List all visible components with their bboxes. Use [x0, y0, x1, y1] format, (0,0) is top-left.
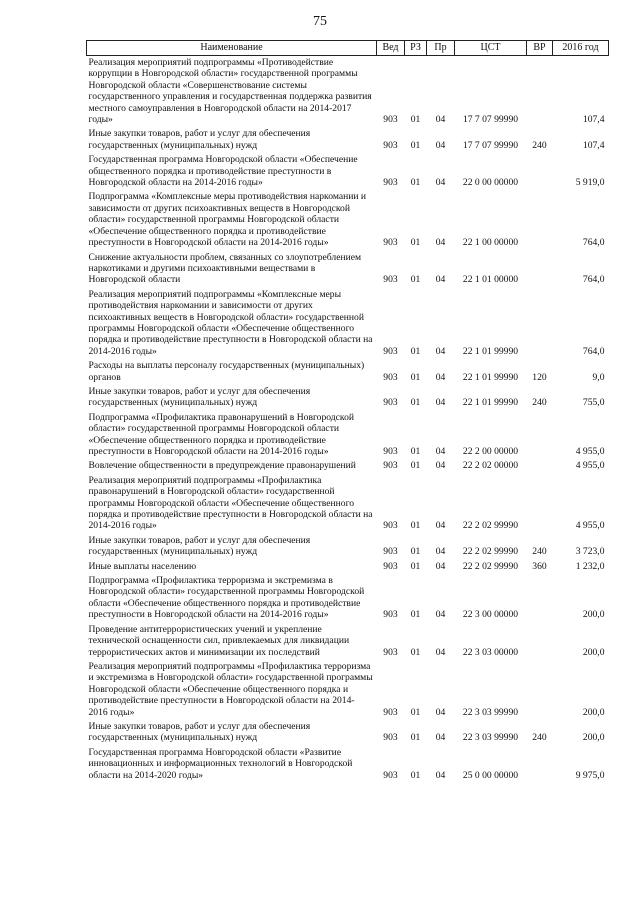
cell-vr: 120	[532, 371, 547, 383]
cell-ved: 903	[383, 274, 398, 286]
cell-ved: 903	[383, 520, 398, 532]
cell-vr	[527, 474, 553, 534]
cell-pr: 04	[435, 114, 446, 126]
cell-vr	[527, 574, 553, 623]
cell-amount: 200,0	[582, 706, 605, 718]
cell-vr	[527, 153, 553, 190]
cell-cst: 22 1 01 00000	[462, 274, 519, 286]
cell-ved: 903	[383, 371, 398, 383]
cell-vr: 240	[532, 732, 547, 744]
cell-pr: 04	[435, 732, 446, 744]
cell-amount: 4 955,0	[575, 520, 605, 532]
cell-pr: 04	[435, 560, 446, 572]
table-row	[87, 660, 609, 720]
table-header	[87, 41, 609, 56]
cell-cst: 22 3 03 00000	[462, 646, 519, 658]
table-row	[87, 459, 609, 473]
cell-vr	[527, 660, 553, 720]
header-rz: РЗ	[405, 41, 427, 56]
cell-ved: 903	[383, 237, 398, 249]
cell-vr	[527, 411, 553, 460]
table-row	[87, 474, 609, 534]
cell-vr	[527, 56, 553, 128]
table-body	[87, 56, 609, 783]
cell-rz: 01	[410, 706, 421, 718]
header-name: Наименование	[87, 41, 377, 56]
cell-cst: 22 3 03 99990	[462, 732, 519, 744]
cell-ved: 903	[383, 769, 398, 781]
cell-name: Вовлечение общественности в предупреждение правонарушений	[88, 460, 356, 472]
cell-rz: 01	[410, 769, 421, 781]
cell-ved: 903	[383, 177, 398, 189]
cell-ved: 903	[383, 345, 398, 357]
cell-ved: 903	[383, 446, 398, 457]
cell-ved: 903	[383, 114, 398, 126]
cell-pr: 04	[435, 345, 446, 357]
cell-vr: 360	[532, 560, 547, 572]
cell-name: Иные выплаты населению	[88, 560, 197, 572]
cell-pr: 04	[435, 646, 446, 658]
table-row	[87, 574, 609, 623]
cell-name: Реализация мероприятий подпрограммы «Профилактика терроризма и экстремизма в Новгородской области» государственной программы Новгородской области «Обеспечение общественного порядка и противодействие преступности в Новгородской области на 2014-2016 годы»	[88, 660, 373, 718]
cell-rz: 01	[410, 114, 421, 126]
cell-rz: 01	[410, 446, 421, 457]
budget-table	[86, 40, 609, 783]
cell-vr	[527, 746, 553, 783]
cell-rz: 01	[410, 646, 421, 658]
header-row	[87, 41, 609, 56]
cell-cst: 22 2 02 99990	[462, 546, 519, 558]
cell-pr: 04	[435, 274, 446, 286]
table-row	[87, 127, 609, 153]
table-row	[87, 623, 609, 660]
cell-amount: 5 919,0	[575, 177, 605, 189]
cell-amount: 3 723,0	[575, 546, 605, 558]
table-row	[87, 720, 609, 746]
cell-cst: 17 7 07 99990	[462, 139, 519, 151]
cell-rz: 01	[410, 460, 421, 472]
cell-cst: 22 0 00 00000	[462, 177, 519, 189]
cell-name: Расходы на выплаты персоналу государственных (муниципальных) органов	[88, 360, 365, 383]
cell-rz: 01	[410, 345, 421, 357]
cell-pr: 04	[435, 520, 446, 532]
table-row	[87, 411, 609, 460]
cell-ved: 903	[383, 609, 398, 621]
cell-name: Государственная программа Новгородской области «Обеспечение общественного порядка и противодействие преступности в Новгородской области на 2014-2016 годы»	[88, 154, 358, 189]
cell-ved: 903	[383, 706, 398, 718]
cell-cst: 22 1 01 99990	[462, 345, 519, 357]
cell-amount: 200,0	[582, 609, 605, 621]
cell-name: Подпрограмма «Профилактика правонарушений в Новгородской области» государственной программы Новгородской области «Обеспечение общественного порядка и противодействие преступности в Новгородской области на 2014-2016 годы»	[88, 411, 355, 457]
cell-cst: 22 3 03 99990	[462, 706, 519, 718]
header-ved: Вед	[377, 41, 405, 56]
table-row	[87, 359, 609, 385]
cell-rz: 01	[410, 732, 421, 744]
table-row	[87, 56, 609, 128]
cell-amount: 764,0	[582, 274, 605, 286]
cell-amount: 9,0	[592, 371, 605, 383]
cell-vr: 240	[532, 397, 547, 409]
cell-vr: 240	[532, 546, 547, 558]
cell-cst: 22 2 00 00000	[462, 446, 519, 457]
cell-ved: 903	[383, 732, 398, 744]
cell-vr	[527, 459, 553, 473]
cell-amount: 107,4	[582, 139, 605, 151]
table-row	[87, 251, 609, 288]
cell-cst: 22 1 01 99990	[462, 371, 519, 383]
cell-pr: 04	[435, 446, 446, 457]
cell-vr	[527, 190, 553, 250]
cell-rz: 01	[410, 177, 421, 189]
cell-pr: 04	[435, 769, 446, 781]
cell-pr: 04	[435, 139, 446, 151]
header-pr: Пр	[427, 41, 455, 56]
table-row	[87, 153, 609, 190]
cell-ved: 903	[383, 546, 398, 558]
header-vr: ВР	[527, 41, 553, 56]
cell-amount: 200,0	[582, 732, 605, 744]
cell-amount: 200,0	[582, 646, 605, 658]
cell-name: Реализация мероприятий подпрограммы «Комплексные меры противодействия наркомании и зависимости от других психоактивных веществ в Новгородской области» государственной программы Новгородской области «Обеспечение общественного порядка и противодействие преступности в Новгородской области на 2014-2016 годы»	[88, 288, 373, 357]
cell-cst: 22 3 00 00000	[462, 609, 519, 621]
cell-name: Иные закупки товаров, работ и услуг для обеспечения государственных (муниципальных) нужд	[88, 720, 311, 744]
cell-cst: 22 1 00 00000	[462, 237, 519, 249]
cell-name: Реализация мероприятий подпрограммы «Противодействие коррупции в Новгородской области» государственной программы Новгородской области «Совершенствование системы государственного управления и государственная поддержка развития местного самоуправления в Новгородской области на 2014-2017 годы»	[88, 57, 372, 126]
cell-amount: 1 232,0	[575, 560, 605, 572]
cell-ved: 903	[383, 560, 398, 572]
cell-rz: 01	[410, 371, 421, 383]
cell-amount: 764,0	[582, 345, 605, 357]
header-cst: ЦСТ	[455, 41, 527, 56]
table-row	[87, 560, 609, 574]
cell-rz: 01	[410, 397, 421, 409]
cell-vr	[527, 251, 553, 288]
cell-name: Реализация мероприятий подпрограммы «Профилактика правонарушений в Новгородской области» государственной программы Новгородской области «Обеспечение общественного порядка и противодействие преступности в Новгородской области на 2014-2016 годы»	[88, 474, 373, 532]
cell-cst: 17 7 07 99990	[462, 114, 519, 126]
cell-rz: 01	[410, 237, 421, 249]
cell-name: Государственная программа Новгородской области «Развитие инновационных и информационных технологий в Новгородской области на 2014-2020 годы»	[88, 746, 353, 781]
cell-pr: 04	[435, 706, 446, 718]
cell-name: Иные закупки товаров, работ и услуг для обеспечения государственных (муниципальных) нужд	[88, 128, 311, 151]
cell-amount: 4 955,0	[575, 446, 605, 457]
cell-cst: 22 1 01 99990	[462, 397, 519, 409]
cell-pr: 04	[435, 177, 446, 189]
cell-name: Иные закупки товаров, работ и услуг для обеспечения государственных (муниципальных) нужд	[88, 534, 311, 558]
page-number: 75	[313, 14, 327, 29]
table-row	[87, 534, 609, 560]
cell-vr	[527, 288, 553, 359]
cell-name: Снижение актуальности проблем, связанных со злоупотреблением наркотиками и другими психоактивными веществами в Новгородской области	[88, 251, 362, 286]
cell-rz: 01	[410, 274, 421, 286]
cell-rz: 01	[410, 520, 421, 532]
cell-cst: 22 2 02 99990	[462, 560, 519, 572]
cell-ved: 903	[383, 460, 398, 472]
header-year: 2016 год	[553, 41, 609, 56]
cell-cst: 22 2 02 99990	[462, 520, 519, 532]
cell-amount: 764,0	[582, 237, 605, 249]
cell-pr: 04	[435, 546, 446, 558]
cell-vr	[527, 623, 553, 660]
cell-name: Подпрограмма «Комплексные меры противодействия наркомании и зависимости от других психоактивных веществ в Новгородской области» государственной программы Новгородской области «Обеспечение общественного порядка и противодействие преступности в Новгородской области на 2014-2016 годы»	[88, 191, 367, 249]
cell-pr: 04	[435, 609, 446, 621]
table-row	[87, 288, 609, 359]
table-row	[87, 385, 609, 411]
table-row	[87, 746, 609, 783]
cell-amount: 107,4	[582, 114, 605, 126]
cell-ved: 903	[383, 646, 398, 658]
table-row	[87, 190, 609, 250]
cell-rz: 01	[410, 546, 421, 558]
cell-ved: 903	[383, 139, 398, 151]
cell-name: Иные закупки товаров, работ и услуг для обеспечения государственных (муниципальных) нужд	[88, 385, 311, 409]
cell-rz: 01	[410, 139, 421, 151]
cell-cst: 22 2 02 00000	[462, 460, 519, 472]
cell-pr: 04	[435, 397, 446, 409]
cell-name: Проведение антитеррористических учений и укрепление технической оснащенности сил, привлекаемых для ликвидации террористических актов и минимизации их последствий	[88, 623, 350, 658]
cell-pr: 04	[435, 371, 446, 383]
cell-rz: 01	[410, 609, 421, 621]
cell-vr: 240	[532, 139, 547, 151]
cell-name: Подпрограмма «Профилактика терроризма и экстремизма в Новгородской области» государственной программы Новгородской области «Обеспечение общественного порядка и противодействие преступности в Новгородской области на 2014-2016 годы»	[88, 575, 365, 621]
cell-ved: 903	[383, 397, 398, 409]
cell-rz: 01	[410, 560, 421, 572]
cell-amount: 4 955,0	[575, 460, 605, 472]
cell-cst: 25 0 00 00000	[462, 769, 519, 781]
cell-pr: 04	[435, 460, 446, 472]
cell-amount: 755,0	[582, 397, 605, 409]
cell-amount: 9 975,0	[575, 769, 605, 781]
cell-pr: 04	[435, 237, 446, 249]
